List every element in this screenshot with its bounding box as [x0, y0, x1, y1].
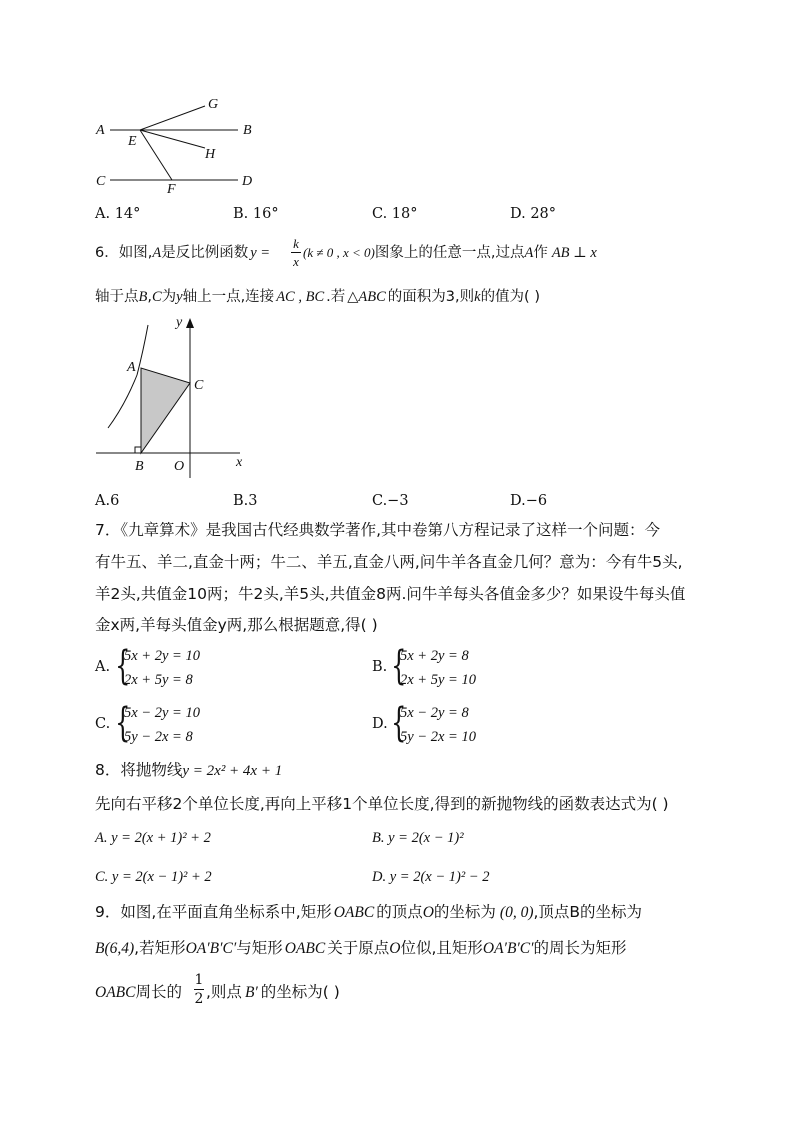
q6-l2-b: B — [138, 289, 148, 305]
q9-fraction — [194, 973, 204, 1006]
q9-l3-mid: 周长的 — [135, 983, 182, 1001]
q6-frac-bar — [291, 252, 301, 253]
q9-l1-mid: 的顶点 — [376, 903, 423, 921]
q9-l2-mid: ,若矩形 — [134, 939, 186, 957]
q6-text-mid: 是反比例函数 — [161, 245, 249, 261]
label-a: A — [96, 123, 105, 138]
q7-b-eq2: 2x + 5y = 10 — [400, 672, 476, 688]
q6-l2-mid: 为 — [161, 289, 177, 305]
q8-line1 — [95, 763, 282, 779]
q9-frac-den: 2 — [194, 991, 204, 1007]
label-point-c: C — [194, 378, 204, 393]
q7-a-brace: { — [115, 643, 131, 689]
q7-b-brace: { — [391, 643, 407, 689]
q9-l2-mid2: 与矩形 — [236, 939, 283, 957]
q7-line-2: 有牛五、羊二,直金十两；牛二、羊五,直金八两,问牛羊各直金几何？意为：今有牛5头, — [95, 553, 683, 571]
q6-option-d: D.−6 — [510, 493, 548, 509]
q9-l2-o: O — [389, 940, 401, 957]
q6-fraction — [291, 237, 301, 268]
q7-a-eq2: 2x + 5y = 8 — [124, 672, 193, 688]
q9-l2-rect1: OABC — [284, 940, 326, 957]
q7-line-1: 7．《九章算术》是我国古代经典数学著作,其中卷第八方程记录了这样一个问题：今 — [95, 521, 661, 539]
q7-d-label: D. — [372, 716, 388, 732]
q6-l2-pre: 轴于点 — [95, 289, 139, 305]
q7-c-eq2: 5y − 2x = 8 — [124, 729, 193, 745]
q9-l2-b: B(6,4) — [95, 940, 135, 957]
q6-option-b: B.3 — [233, 493, 258, 509]
q9-l1-o: O — [422, 904, 434, 921]
q8-option-a: A. y = 2(x + 1)² + 2 — [95, 830, 211, 846]
q8-option-b: B. y = 2(x − 1)² — [372, 830, 464, 846]
q6-l2-tri: △ABC — [347, 289, 386, 305]
q7-c-label: C. — [95, 716, 111, 732]
label-e: E — [128, 134, 137, 149]
q8-prefix: 8．将抛物线 — [95, 761, 183, 779]
right-angle-mark — [135, 447, 141, 453]
q7-a-label: A. — [95, 659, 111, 675]
q9-l3-b: B′ — [244, 984, 258, 1001]
q6-l2-mid3: .若 — [326, 289, 346, 305]
figure-inverse-function — [96, 315, 243, 478]
q7-d-eq2: 5y − 2x = 10 — [400, 729, 476, 745]
q5-option-a: A. 14° — [95, 206, 141, 222]
q6-l2-mid2: 轴上一点,连接 — [182, 289, 275, 305]
q6-func-y: y = — [250, 245, 271, 261]
label-b: B — [243, 123, 252, 138]
q9-line1 — [95, 905, 642, 921]
q8-option-d: D. y = 2(x − 1)² − 2 — [372, 869, 490, 885]
q8-equation: y = 2x² + 4x + 1 — [182, 763, 283, 779]
q9-l1-coord: (0, 0) — [499, 904, 534, 921]
q6-condition: (k ≠ 0 , x < 0) — [303, 245, 375, 260]
q8-line2: 先向右平移2个单位长度,再向上平移1个单位长度,得到的新抛物线的函数表达式为( ) — [95, 795, 669, 813]
q6-l2-k: k — [474, 289, 481, 305]
q6-l2-comma: , — [147, 289, 152, 305]
q7-c-eq1: 5x − 2y = 10 — [124, 705, 200, 721]
q6-point-a2: A — [524, 245, 534, 261]
q9-line3-right — [206, 985, 340, 1001]
label-origin-o: O — [174, 459, 185, 474]
q7-b-label: B. — [372, 659, 388, 675]
q9-l3-post: 的坐标为( ) — [260, 983, 340, 1001]
q6-option-c: C.−3 — [372, 493, 409, 509]
label-point-a: A — [127, 360, 136, 375]
q8-option-c: C. y = 2(x − 1)² + 2 — [95, 869, 212, 885]
q9-l3-mid2: ,则点 — [206, 983, 242, 1001]
label-point-b: B — [135, 459, 144, 474]
label-f: F — [167, 182, 176, 197]
q9-l2-mid4: 位似,且矩形 — [400, 939, 483, 957]
y-axis-arrow — [186, 318, 194, 328]
q9-frac-num: 1 — [194, 972, 204, 988]
q9-l1-pre: 9．如图,在平面直角坐标系中,矩形 — [95, 903, 332, 921]
q5-option-b: B. 16° — [233, 206, 279, 222]
q6-l2-mid4: 的面积为3,则 — [387, 289, 475, 305]
q9-l2-post: 的周长为矩形 — [533, 939, 627, 957]
q7-d-eq1: 5x − 2y = 8 — [400, 705, 469, 721]
q7-line-3: 羊2头,共值金10两；牛2头,羊5头,共值金8两.问牛羊每头各值金多少？如果设牛每头值 — [95, 585, 686, 603]
triangle-abc — [141, 368, 190, 453]
q6-line1-right — [303, 246, 597, 261]
q9-l2-mid3: 关于原点 — [327, 939, 390, 957]
q9-l3-oabc: OABC — [95, 984, 136, 1001]
q6-frac-den: x — [293, 254, 299, 269]
q9-line3-left — [95, 985, 182, 1001]
q9-l1-mid2: 的坐标为 — [433, 903, 496, 921]
q6-l2-seg: AC , BC — [276, 289, 325, 305]
q7-a-eq1: 5x + 2y = 10 — [124, 648, 200, 664]
q9-l1-oabc: OABC — [333, 904, 375, 921]
label-axis-y: y — [176, 315, 183, 330]
q6-point-a: A — [152, 245, 162, 261]
q6-option-a: A.6 — [95, 493, 120, 509]
q7-line-4: 金x两,羊每头值金y两,那么根据题意,得( ) — [95, 616, 378, 634]
q9-l1-post: ,顶点B的坐标为 — [533, 903, 643, 921]
q7-b-eq1: 5x + 2y = 8 — [400, 648, 469, 664]
label-axis-x: x — [236, 455, 243, 470]
label-g: G — [208, 97, 219, 112]
q9-frac-bar — [194, 989, 204, 990]
q6-text-post: 图象上的任意一点,过点 — [374, 245, 525, 261]
q6-l2-c: C — [151, 289, 162, 305]
q7-d-brace: { — [391, 700, 407, 746]
label-h: H — [205, 147, 216, 162]
q7-c-brace: { — [115, 700, 131, 746]
q6-perp: AB ⊥ x — [551, 245, 597, 261]
ray-eg — [140, 106, 205, 130]
q6-l2-post: 的值为( ) — [480, 289, 540, 305]
label-c: C — [96, 174, 106, 189]
q9-l2-rect2: OA′B′C′ — [185, 940, 237, 957]
q6-line2 — [95, 290, 540, 305]
q6-l2-y: y — [176, 289, 183, 305]
q6-text-post2: 作 — [533, 245, 548, 261]
q5-option-d: D. 28° — [510, 206, 557, 222]
q6-prefix: 6．如图, — [95, 245, 153, 261]
q6-frac-num: k — [293, 236, 299, 251]
q9-line2 — [95, 941, 627, 957]
q6-line1 — [95, 246, 270, 261]
q9-l2-rect3: OA′B′C′ — [482, 940, 534, 957]
label-d: D — [242, 174, 253, 189]
q5-option-c: C. 18° — [372, 206, 418, 222]
